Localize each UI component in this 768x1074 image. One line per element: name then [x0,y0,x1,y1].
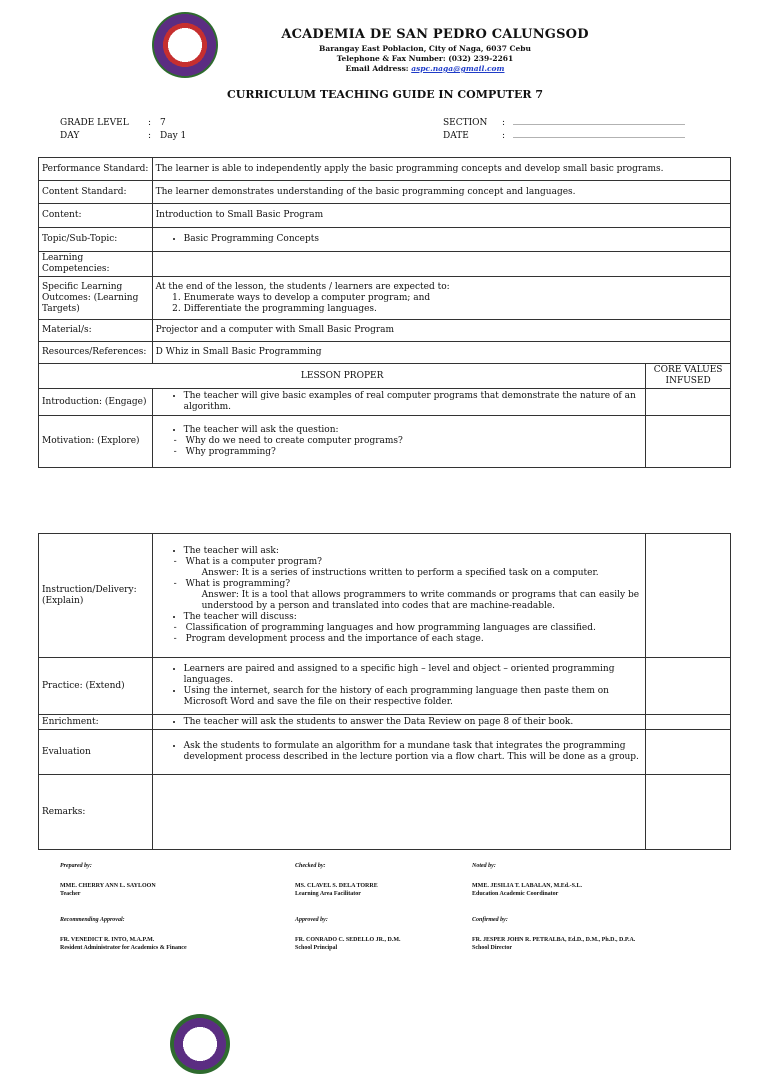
enrichment-value: • The teacher will ask the students to answer the Data Review on page 8 of their book. [184,717,643,728]
recommending-block [60,916,187,952]
outcomes-intro: At the end of the lesson, the students / learners are expected to: [155,281,450,292]
lesson-proper-header: LESSON PROPER [39,364,646,389]
performance-label: Performance Standard: [39,158,153,181]
resources-label: Resources/References: [39,342,153,364]
practice-label: Practice: (Extend) [39,658,153,715]
evaluation-core-values [646,730,731,775]
instruction-core-values [646,534,731,658]
evaluation-value: • Ask the students to formulate an algorithm for a mundane task that integrates the programming development process described in the lecture portion via a flow chart. This will be done as a group. [184,741,643,763]
noted-by-block [472,862,582,898]
practice-bullet: • Using the internet, search for the history of each programming language then paste them on Microsoft Word and save the file on their respective folder. [184,686,643,708]
email-link[interactable]: aspc.naga@gmail.com [411,64,505,73]
instruction-question: - What is programming? [156,579,643,590]
practice-cell [152,658,646,715]
approved-name: FR. CONRADO C. SEDELLO JR., D.M. [295,937,401,943]
practice-core-values [646,658,731,715]
date-label: DATE [443,131,469,141]
motivation-label: Motivation: (Explore) [39,416,153,468]
instruction-label: Instruction/Delivery: (Explain) [39,534,153,658]
content-standard-value: The learner demonstrates understanding of the basic programming concept and languages. [152,181,730,204]
content-value: Introduction to Small Basic Program [152,204,730,228]
outcomes-label: Specific Learning Outcomes: (Learning Targets) [39,277,153,320]
email-label: Email Address: [345,64,409,73]
outcome-item: 1. Enumerate ways to develop a computer program; and [184,293,727,304]
evaluation-label: Evaluation [39,730,153,775]
competencies-value [152,252,730,277]
motivation-question: - Why do we need to create computer programs? [156,436,643,447]
motivation-core-values [646,416,731,468]
colon: : [148,118,152,128]
colon: : [502,118,506,128]
colon: : [148,131,152,141]
grade-level-label: GRADE LEVEL [60,118,129,128]
instruction-cell [152,534,646,658]
section-label: SECTION [443,118,488,128]
introduction-cell [152,389,646,416]
section-blank: ___________________________________________ [513,116,685,125]
school-email-line [240,64,610,74]
motivation-question: - Why programming? [156,447,643,458]
instruction-bullet: • The teacher will discuss: [184,612,643,623]
core-values-header: CORE VALUES INFUSED [646,364,731,389]
performance-value: The learner is able to independently apply the basic programming concepts and develop small basic programs. [152,158,730,181]
instruction-question: - What is a computer program? [156,557,643,568]
prepared-title: Teacher [60,891,81,897]
confirmed-label: Confirmed by: [472,917,508,923]
approved-label: Approved by: [295,917,328,923]
noted-label: Noted by: [472,863,496,869]
checked-name: MS. CLAVEL S. DELA TORRE [295,883,378,889]
day-label: DAY [60,131,80,141]
enrichment-cell [152,715,646,730]
confirmed-block [472,916,635,952]
outcomes-cell [152,277,730,320]
noted-title: Education Academic Coordinator [472,891,559,897]
topic-cell [152,228,730,252]
recommending-name: FR. VENEDICT R. INTO, M.A.P.M. [60,937,155,943]
competencies-label: Learning Competencies: [39,252,153,277]
instruction-answer: Answer: It is a tool that allows programmers to write commands or programs that can easily be understood by a person and translated into codes that are machine-readable. [201,590,640,611]
introduction-core-values [646,389,731,416]
materials-value: Projector and a computer with Small Basic Program [152,320,730,342]
noted-name: MME. JESILIA T. LABALAN, M.Ed.-S.L. [472,883,582,889]
recommending-title: Resident Administrator for Academics & Finance [60,945,187,951]
date-blank: ___________________________________________ [513,129,685,138]
evaluation-cell [152,730,646,775]
school-logo-next-page [170,1014,230,1074]
content-standard-label: Content Standard: [39,181,153,204]
remarks-core-values [646,775,731,850]
prepared-name: MME. CHERRY ANN L. SAYLOON [60,883,156,889]
materials-label: Material/s: [39,320,153,342]
content-label: Content: [39,204,153,228]
instruction-discussion: - Program development process and the importance of each stage. [156,634,643,645]
curriculum-table-top [38,157,731,468]
motivation-value: • The teacher will ask the question: [184,425,643,436]
approved-title: School Principal [295,945,338,951]
checked-label: Checked by: [295,863,326,869]
school-logo [152,12,218,78]
colon: : [502,131,506,141]
instruction-answer: Answer: It is a series of instructions written to perform a specified task on a computer. [201,568,599,578]
day-value: Day 1 [160,131,187,141]
resources-value: D Whiz in Small Basic Programming [152,342,730,364]
grade-level-value: 7 [160,118,166,128]
recommending-label: Recommending Approval: [60,917,125,923]
instruction-discussion: - Classification of programming languages and how programming languages are classified. [156,623,643,634]
topic-value: • Basic Programming Concepts [184,234,727,245]
checked-title: Learning Area Facilitator [295,891,361,897]
introduction-value: • The teacher will give basic examples of real computer programs that demonstrate the nature of an algorithm. [184,391,643,413]
topic-label: Topic/Sub-Topic: [39,228,153,252]
enrichment-label: Enrichment: [39,715,153,730]
school-address: Barangay East Poblacion, City of Naga, 6037 Cebu [319,44,531,53]
approved-block [295,916,401,952]
remarks-value [152,775,646,850]
school-telephone: Telephone & Fax Number: (032) 239-2261 [336,54,514,63]
curriculum-table-bottom [38,533,731,850]
motivation-cell [152,416,646,468]
school-name: ACADEMIA DE SAN PEDRO CALUNGSOD [281,27,589,42]
confirmed-name: FR. JESPER JOHN R. PETRALBA, Ed.D., D.M., Ph.D., D.P.A. [472,937,636,943]
outcome-item: 2. Differentiate the programming languages. [184,304,727,315]
prepared-by-block [60,862,156,898]
instruction-bullet: • The teacher will ask: [184,546,643,557]
checked-by-block [295,862,378,898]
enrichment-core-values [646,715,731,730]
confirmed-title: School Director [472,945,513,951]
prepared-label: Prepared by: [60,863,92,869]
remarks-label: Remarks: [39,775,153,850]
introduction-label: Introduction: (Engage) [39,389,153,416]
practice-bullet: • Learners are paired and assigned to a specific high – level and object – oriented programming languages. [184,664,643,686]
document-title: CURRICULUM TEACHING GUIDE IN COMPUTER 7 [226,88,544,101]
